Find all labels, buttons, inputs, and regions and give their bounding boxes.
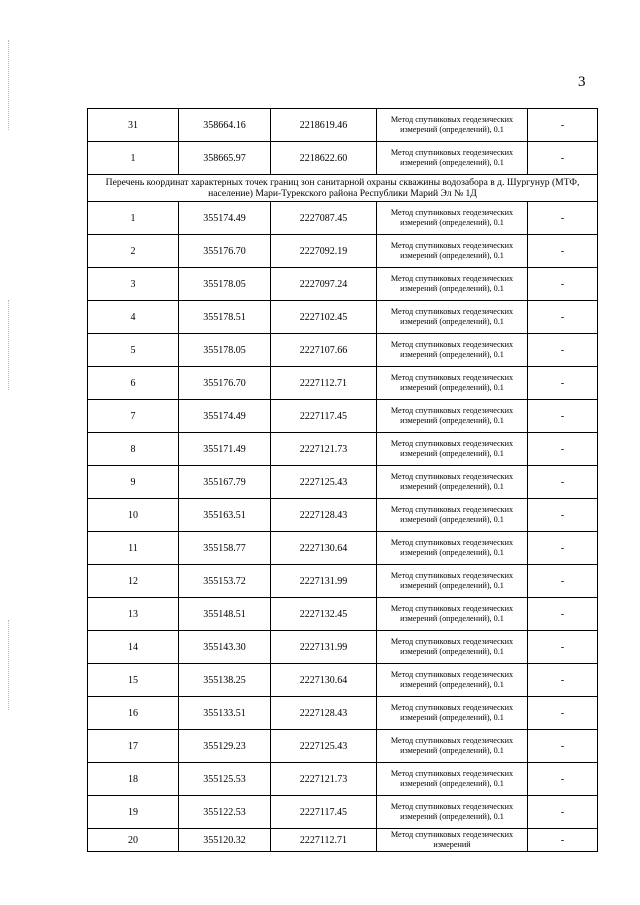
- binding-margin-mark: [8, 40, 9, 130]
- table-row: [88, 631, 598, 664]
- y-coordinate-cell: 2227131.99: [271, 565, 377, 598]
- table-row: [88, 367, 598, 400]
- note-cell: -: [528, 202, 598, 235]
- note-cell: -: [528, 829, 598, 852]
- y-coordinate-cell: 2227121.73: [271, 763, 377, 796]
- method-cell: Метод спутниковых геодезических измерений (определений), 0.1: [377, 142, 528, 175]
- note-cell: -: [528, 697, 598, 730]
- x-coordinate-cell: 355163.51: [179, 499, 271, 532]
- note-cell: -: [528, 400, 598, 433]
- point-number-cell: 31: [88, 109, 179, 142]
- note-cell: -: [528, 142, 598, 175]
- point-number-cell: 20: [88, 829, 179, 852]
- method-cell: Метод спутниковых геодезических измерений (определений), 0.1: [377, 202, 528, 235]
- x-coordinate-cell: 358664.16: [179, 109, 271, 142]
- method-cell: Метод спутниковых геодезических измерений (определений), 0.1: [377, 796, 528, 829]
- note-cell: -: [528, 301, 598, 334]
- binding-margin-mark: [8, 300, 9, 390]
- point-number-cell: 12: [88, 565, 179, 598]
- y-coordinate-cell: 2227130.64: [271, 532, 377, 565]
- table-row: [88, 301, 598, 334]
- x-coordinate-cell: 355148.51: [179, 598, 271, 631]
- x-coordinate-cell: 355176.70: [179, 367, 271, 400]
- y-coordinate-cell: 2227128.43: [271, 697, 377, 730]
- y-coordinate-cell: 2227087.45: [271, 202, 377, 235]
- x-coordinate-cell: 355174.49: [179, 202, 271, 235]
- x-coordinate-cell: 355176.70: [179, 235, 271, 268]
- point-number-cell: 11: [88, 532, 179, 565]
- x-coordinate-cell: 355167.79: [179, 466, 271, 499]
- method-cell: Метод спутниковых геодезических измерений (определений), 0.1: [377, 466, 528, 499]
- note-cell: -: [528, 109, 598, 142]
- method-cell: Метод спутниковых геодезических измерений (определений), 0.1: [377, 532, 528, 565]
- note-cell: -: [528, 532, 598, 565]
- y-coordinate-cell: 2218619.46: [271, 109, 377, 142]
- x-coordinate-cell: 355129.23: [179, 730, 271, 763]
- x-coordinate-cell: 355143.30: [179, 631, 271, 664]
- x-coordinate-cell: 355174.49: [179, 400, 271, 433]
- x-coordinate-cell: 355125.53: [179, 763, 271, 796]
- point-number-cell: 13: [88, 598, 179, 631]
- x-coordinate-cell: 355153.72: [179, 565, 271, 598]
- x-coordinate-cell: 355178.05: [179, 334, 271, 367]
- table-row: [88, 400, 598, 433]
- point-number-cell: 1: [88, 202, 179, 235]
- note-cell: -: [528, 499, 598, 532]
- y-coordinate-cell: 2227132.45: [271, 598, 377, 631]
- method-cell: Метод спутниковых геодезических измерений (определений), 0.1: [377, 499, 528, 532]
- note-cell: -: [528, 631, 598, 664]
- note-cell: -: [528, 664, 598, 697]
- coordinates-table-body: [88, 109, 598, 852]
- y-coordinate-cell: 2227117.45: [271, 796, 377, 829]
- note-cell: -: [528, 565, 598, 598]
- note-cell: -: [528, 235, 598, 268]
- note-cell: -: [528, 598, 598, 631]
- point-number-cell: 19: [88, 796, 179, 829]
- x-coordinate-cell: 355178.51: [179, 301, 271, 334]
- table-row: [88, 763, 598, 796]
- x-coordinate-cell: 355120.32: [179, 829, 271, 852]
- x-coordinate-cell: 355158.77: [179, 532, 271, 565]
- point-number-cell: 5: [88, 334, 179, 367]
- table-row: [88, 142, 598, 175]
- table-row: [88, 109, 598, 142]
- y-coordinate-cell: 2227121.73: [271, 433, 377, 466]
- y-coordinate-cell: 2218622.60: [271, 142, 377, 175]
- table-row: [88, 433, 598, 466]
- y-coordinate-cell: 2227128.43: [271, 499, 377, 532]
- note-cell: -: [528, 796, 598, 829]
- y-coordinate-cell: 2227107.66: [271, 334, 377, 367]
- method-cell: Метод спутниковых геодезических измерений (определений), 0.1: [377, 268, 528, 301]
- point-number-cell: 17: [88, 730, 179, 763]
- point-number-cell: 18: [88, 763, 179, 796]
- binding-margin-mark: [8, 620, 9, 710]
- note-cell: -: [528, 730, 598, 763]
- note-cell: -: [528, 367, 598, 400]
- method-cell: Метод спутниковых геодезических измерений (определений), 0.1: [377, 697, 528, 730]
- section-heading: Перечень координат характерных точек границ зон санитарной охраны скважины водозабора в д. Шургунур (МТФ, население) Мари-Турекского района Республики Марий Эл № 1Д: [88, 175, 598, 202]
- table-row: [88, 598, 598, 631]
- note-cell: -: [528, 763, 598, 796]
- x-coordinate-cell: 358665.97: [179, 142, 271, 175]
- method-cell: Метод спутниковых геодезических измерений (определений), 0.1: [377, 235, 528, 268]
- coordinates-table: [87, 108, 598, 852]
- y-coordinate-cell: 2227125.43: [271, 730, 377, 763]
- method-cell: Метод спутниковых геодезических измерений (определений), 0.1: [377, 109, 528, 142]
- y-coordinate-cell: 2227092.19: [271, 235, 377, 268]
- page-number: 3: [578, 74, 586, 90]
- table-row: [88, 730, 598, 763]
- note-cell: -: [528, 466, 598, 499]
- table-row: [88, 466, 598, 499]
- section-heading-row: [88, 175, 598, 202]
- point-number-cell: 2: [88, 235, 179, 268]
- table-row: [88, 334, 598, 367]
- point-number-cell: 14: [88, 631, 179, 664]
- method-cell: Метод спутниковых геодезических измерений (определений), 0.1: [377, 400, 528, 433]
- point-number-cell: 1: [88, 142, 179, 175]
- x-coordinate-cell: 355178.05: [179, 268, 271, 301]
- table-row: [88, 664, 598, 697]
- y-coordinate-cell: 2227130.64: [271, 664, 377, 697]
- method-cell: Метод спутниковых геодезических измерений (определений), 0.1: [377, 367, 528, 400]
- y-coordinate-cell: 2227117.45: [271, 400, 377, 433]
- note-cell: -: [528, 334, 598, 367]
- table-row: [88, 532, 598, 565]
- table-row: [88, 565, 598, 598]
- table-row: [88, 268, 598, 301]
- method-cell: Метод спутниковых геодезических измерений (определений), 0.1: [377, 631, 528, 664]
- x-coordinate-cell: 355133.51: [179, 697, 271, 730]
- note-cell: -: [528, 433, 598, 466]
- table-row: [88, 499, 598, 532]
- y-coordinate-cell: 2227102.45: [271, 301, 377, 334]
- method-cell: Метод спутниковых геодезических измерений: [377, 829, 528, 852]
- method-cell: Метод спутниковых геодезических измерений (определений), 0.1: [377, 763, 528, 796]
- point-number-cell: 4: [88, 301, 179, 334]
- table-row: [88, 235, 598, 268]
- method-cell: Метод спутниковых геодезических измерений (определений), 0.1: [377, 301, 528, 334]
- y-coordinate-cell: 2227097.24: [271, 268, 377, 301]
- x-coordinate-cell: 355122.53: [179, 796, 271, 829]
- point-number-cell: 3: [88, 268, 179, 301]
- point-number-cell: 15: [88, 664, 179, 697]
- method-cell: Метод спутниковых геодезических измерений (определений), 0.1: [377, 598, 528, 631]
- method-cell: Метод спутниковых геодезических измерений (определений), 0.1: [377, 433, 528, 466]
- y-coordinate-cell: 2227125.43: [271, 466, 377, 499]
- method-cell: Метод спутниковых геодезических измерений (определений), 0.1: [377, 334, 528, 367]
- y-coordinate-cell: 2227131.99: [271, 631, 377, 664]
- method-cell: Метод спутниковых геодезических измерений (определений), 0.1: [377, 664, 528, 697]
- point-number-cell: 9: [88, 466, 179, 499]
- table-row: [88, 829, 598, 852]
- table-row: [88, 202, 598, 235]
- point-number-cell: 6: [88, 367, 179, 400]
- y-coordinate-cell: 2227112.71: [271, 367, 377, 400]
- table-row: [88, 697, 598, 730]
- point-number-cell: 16: [88, 697, 179, 730]
- y-coordinate-cell: 2227112.71: [271, 829, 377, 852]
- table-row: [88, 796, 598, 829]
- point-number-cell: 10: [88, 499, 179, 532]
- note-cell: -: [528, 268, 598, 301]
- method-cell: Метод спутниковых геодезических измерений (определений), 0.1: [377, 730, 528, 763]
- x-coordinate-cell: 355138.25: [179, 664, 271, 697]
- point-number-cell: 8: [88, 433, 179, 466]
- method-cell: Метод спутниковых геодезических измерений (определений), 0.1: [377, 565, 528, 598]
- point-number-cell: 7: [88, 400, 179, 433]
- x-coordinate-cell: 355171.49: [179, 433, 271, 466]
